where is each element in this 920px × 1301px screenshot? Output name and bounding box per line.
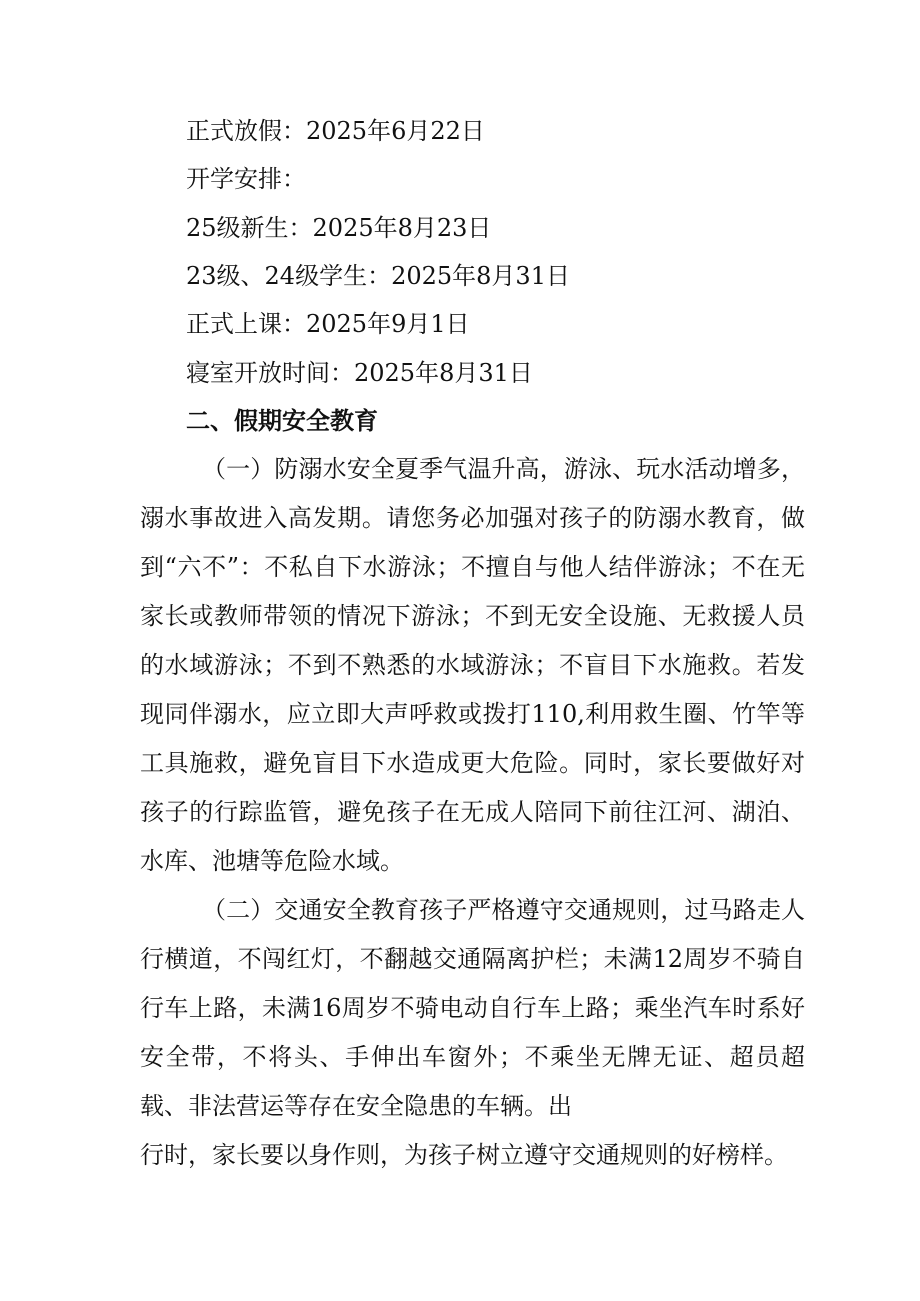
schedule-school-start-heading: 开学安排： <box>186 165 306 193</box>
section-heading: 二、假期安全教育 <box>186 407 378 435</box>
schedule-grade25: 25级新生：2025年8月23日 <box>186 214 492 242</box>
schedule-official-holiday: 正式放假：2025年6月22日 <box>186 117 485 145</box>
schedule-dorm-open: 寝室开放时间：2025年8月31日 <box>186 359 533 387</box>
paragraph-traffic-safety: （二）交通安全教育孩子严格遵守交通规则，过马路走人行横道，不闯红灯，不翻越交通隔离护栏；未满12周岁不骑自行车上路，未满16周岁不骑电动自行车上路；乘坐汽车时系好安全带，不将头、手伸出车窗外；不乘坐无牌无证、超员超载、非法营运等存在安全隐患的车辆。出 <box>140 896 805 1120</box>
schedule-class-start: 正式上课：2025年9月1日 <box>186 310 470 338</box>
paragraph-drowning-safety: （一）防溺水安全夏季气温升高，游泳、玩水活动增多，溺水事故进入高发期。请您务必加强对孩子的防溺水教育，做到“六不”：不私自下水游泳；不擅自与他人结伴游泳；不在无家长或教师带领的情况下游泳；不到无安全设施、无救援人员的水域游泳；不到不熟悉的水域游泳；不盲目下水施救。若发现同伴溺水，应立即大声呼救或拨打110,利用救生圈、竹竿等工具施救，避免盲目下水造成更大危险。同时，家长要做好对孩子的行踪监管，避免孩子在无成人陪同下前往江河、湖泊、水库、池塘等危险水域。 <box>140 455 805 875</box>
paragraph-traffic-safety-tail: 行时，家长要以身作则，为孩子树立遵守交通规则的好榜样。 <box>140 1141 788 1169</box>
schedule-grade23-24: 23级、24级学生：2025年8月31日 <box>186 262 570 290</box>
